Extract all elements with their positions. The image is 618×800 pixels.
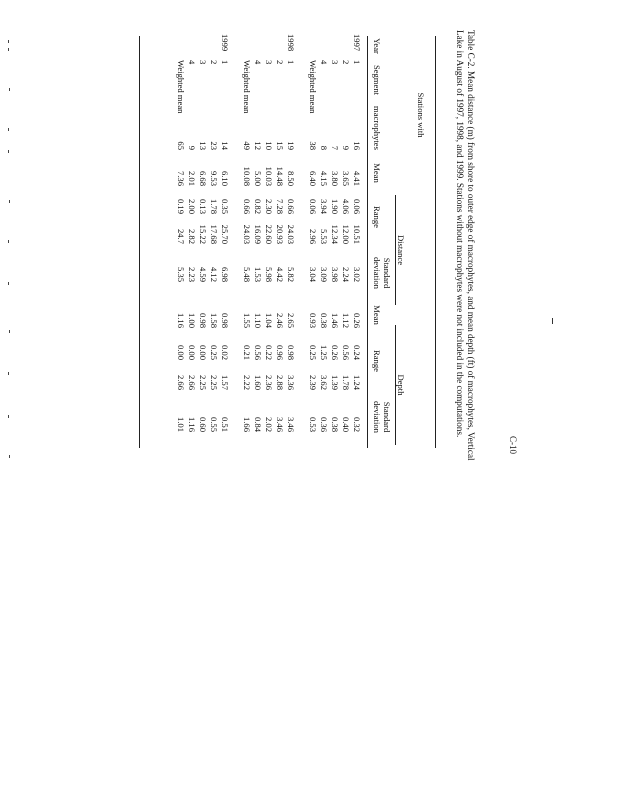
cell-p-range2: 1.57 <box>220 374 230 390</box>
cell-p-mean: 0.98 <box>198 312 208 328</box>
cell-p-range: 0.26 <box>330 344 340 360</box>
cell-d-range2: 12.00 <box>341 224 351 244</box>
cell-d-mean: 7.36 <box>176 170 186 186</box>
cell-d-range: 4.06 <box>341 198 351 214</box>
cell-stations: 14 <box>220 141 230 150</box>
cell-d-mean: 2.01 <box>187 170 197 186</box>
cell-d-mean: 4.41 <box>352 170 362 186</box>
cell-d-range2: 22.60 <box>264 224 274 244</box>
cell-p-mean: 0.93 <box>308 312 318 328</box>
cell-d-mean: 9.53 <box>209 170 219 186</box>
cell-p-sd: 0.32 <box>352 416 362 432</box>
cell-d-range2: 2.96 <box>308 228 318 244</box>
cell-p-mean: 1.04 <box>264 312 274 328</box>
cell-d-range2: 24.03 <box>242 224 252 244</box>
cell-segment: 3 <box>264 60 274 65</box>
cell-d-sd: 4.42 <box>275 266 285 282</box>
cell-p-sd: 1.66 <box>242 416 252 432</box>
cell-segment: 4 <box>187 60 197 65</box>
cell-stations: 12 <box>253 141 263 150</box>
cell-segment: 1 <box>220 60 230 65</box>
cell-segment: 4 <box>253 60 263 65</box>
stations-with-header: Stations with <box>416 92 426 138</box>
cell-stations: 9 <box>187 145 197 150</box>
cell-d-sd: 4.12 <box>209 266 219 282</box>
cell-stations: 49 <box>242 141 252 150</box>
cell-d-sd: 3.04 <box>308 266 318 282</box>
cell-d-sd: 3.02 <box>352 266 362 282</box>
cell-stations: 19 <box>286 141 296 150</box>
cell-p-mean: 1.46 <box>330 312 340 328</box>
cell-d-range: 1.90 <box>330 198 340 214</box>
cell-segment: 1 <box>286 60 296 65</box>
distance-range-header: Range <box>372 206 382 228</box>
cell-p-range: 0.25 <box>209 344 219 360</box>
cell-p-range: 0.21 <box>242 344 252 360</box>
cell-d-range2: 17.68 <box>209 224 219 244</box>
cell-segment: 2 <box>209 60 219 65</box>
cell-d-sd: 5.35 <box>176 266 186 282</box>
cell-p-range2: 2.66 <box>176 374 186 390</box>
cell-p-range: 0.98 <box>286 344 296 360</box>
cell-p-sd: 0.51 <box>220 416 230 432</box>
cell-segment: 2 <box>275 60 285 65</box>
cell-p-range2: 1.39 <box>330 374 340 390</box>
cell-d-range: 0.35 <box>220 198 230 214</box>
cell-d-sd: 2.24 <box>341 266 351 282</box>
cell-d-range2: 2.82 <box>187 228 197 244</box>
cell-p-range: 0.56 <box>253 344 263 360</box>
cell-p-sd: 1.16 <box>187 416 197 432</box>
cell-segment: 2 <box>341 60 351 65</box>
cell-d-mean: 6.68 <box>198 170 208 186</box>
cell-d-range: 3.94 <box>319 198 329 214</box>
macrophytes-header: macrophytes <box>372 106 382 150</box>
cell-d-range2: 16.09 <box>253 224 263 244</box>
cell-stations: 38 <box>308 141 318 150</box>
cell-p-sd: 0.53 <box>308 416 318 432</box>
distance-rule <box>395 195 396 305</box>
cell-p-mean: 0.26 <box>352 312 362 328</box>
depth-header: Depth <box>396 374 406 396</box>
cell-p-mean: 1.10 <box>253 312 263 328</box>
header-rule <box>367 36 368 448</box>
cell-d-sd: 5.48 <box>242 266 252 282</box>
cell-d-mean: 14.48 <box>275 166 285 186</box>
cell-segment: 1 <box>352 60 362 65</box>
cell-p-range: 0.25 <box>308 344 318 360</box>
cell-p-sd: 0.84 <box>253 416 263 432</box>
cell-p-mean: 1.58 <box>209 312 219 328</box>
cell-stations: 16 <box>352 141 362 150</box>
cell-p-range2: 2.25 <box>209 374 219 390</box>
top-rule <box>435 36 436 448</box>
distance-header: Distance <box>396 234 406 266</box>
cell-d-range2: 24.7 <box>176 228 186 244</box>
cell-segment: 4 <box>319 60 329 65</box>
cell-p-range2: 3.36 <box>286 374 296 390</box>
cell-d-range: 0.66 <box>242 198 252 214</box>
cell-p-sd: 0.60 <box>198 416 208 432</box>
cell-p-sd: 0.36 <box>319 416 329 432</box>
cell-d-sd: 3.98 <box>330 266 340 282</box>
cell-d-range: 1.78 <box>209 198 219 214</box>
cell-d-sd: 3.09 <box>319 266 329 282</box>
cell-d-mean: 5.00 <box>253 170 263 186</box>
cell-p-range2: 2.66 <box>187 374 197 390</box>
cell-p-mean: 2.65 <box>286 312 296 328</box>
cell-segment: Weighted mean <box>308 60 318 114</box>
bottom-rule <box>139 36 140 448</box>
cell-stations: 8 <box>319 145 329 150</box>
cell-d-sd: 2.23 <box>187 266 197 282</box>
cell-p-sd: 0.40 <box>341 416 351 432</box>
cell-p-range2: 3.62 <box>319 374 329 390</box>
cell-d-mean: 3.65 <box>341 170 351 186</box>
cell-p-sd: 0.38 <box>330 416 340 432</box>
cell-d-range: 0.13 <box>198 198 208 214</box>
cell-p-range2: 1.60 <box>253 374 263 390</box>
cell-p-mean: 0.98 <box>220 312 230 328</box>
cell-d-mean: 6.10 <box>220 170 230 186</box>
cell-p-range: 1.25 <box>319 344 329 360</box>
cell-d-range2: 20.93 <box>275 224 285 244</box>
cell-p-range2: 2.25 <box>198 374 208 390</box>
cell-stations: 23 <box>209 141 219 150</box>
cell-p-range2: 1.78 <box>341 374 351 390</box>
cell-stations: 65 <box>176 141 186 150</box>
cell-d-sd: 6.98 <box>220 266 230 282</box>
depth-sd-header: Standard deviation <box>372 401 392 433</box>
cell-segment: 3 <box>198 60 208 65</box>
cell-p-range: 0.00 <box>176 344 186 360</box>
cell-p-range: 0.00 <box>198 344 208 360</box>
depth-range-header: Range <box>372 350 382 372</box>
depth-mean-header: Mean <box>372 305 382 325</box>
cell-year: 1997 <box>352 34 362 52</box>
depth-rule <box>395 325 396 445</box>
cell-p-mean: 2.46 <box>275 312 285 328</box>
cell-p-mean: 1.12 <box>341 312 351 328</box>
cell-p-range2: 2.22 <box>242 374 252 390</box>
cell-stations: 15 <box>275 141 285 150</box>
cell-d-mean: 3.80 <box>330 170 340 186</box>
cell-p-sd: 3.46 <box>275 416 285 432</box>
cell-d-mean: 10.08 <box>242 166 252 186</box>
cell-d-sd: 5.82 <box>286 266 296 282</box>
cell-d-range: 0.66 <box>286 198 296 214</box>
cell-segment: Weighted mean <box>176 60 186 114</box>
cell-d-mean: 4.15 <box>319 170 329 186</box>
cell-year: 1999 <box>220 34 230 52</box>
cell-d-range2: 5.53 <box>319 228 329 244</box>
cell-d-range: 0.06 <box>352 198 362 214</box>
cell-d-range: 0.06 <box>308 198 318 214</box>
cell-p-range: 0.22 <box>264 344 274 360</box>
cell-d-range: 7.28 <box>275 198 285 214</box>
cell-p-range2: 2.36 <box>264 374 274 390</box>
cell-p-mean: 1.00 <box>187 312 197 328</box>
rotated-table-page <box>120 20 480 490</box>
table-caption: Table C-2. Mean distance (m) from shore to outer edge of macrophytes, and mean depth (ft) of macrophytes, Vertical Lake in August of 1997, 1998, and 1999. Stations without macrophytes were not included in the computations. <box>455 30 476 461</box>
cell-stations: 7 <box>330 145 340 150</box>
cell-d-range: 2.00 <box>187 198 197 214</box>
distance-mean-header: Mean <box>372 163 382 183</box>
cell-p-range2: 1.24 <box>352 374 362 390</box>
cell-p-sd: 2.02 <box>264 416 274 432</box>
cell-segment: 3 <box>330 60 340 65</box>
cell-p-range: 0.24 <box>352 344 362 360</box>
stray-mark <box>552 318 553 324</box>
cell-p-sd: 1.01 <box>176 416 186 432</box>
cell-d-sd: 5.98 <box>264 266 274 282</box>
cell-p-sd: 3.46 <box>286 416 296 432</box>
cell-stations: 9 <box>341 145 351 150</box>
cell-d-range: 0.19 <box>176 198 186 214</box>
cell-d-sd: 1.53 <box>253 266 263 282</box>
cell-d-mean: 10.03 <box>264 166 274 186</box>
segment-header: Segment <box>372 64 382 96</box>
cell-p-range: 0.56 <box>341 344 351 360</box>
cell-p-range2: 2.39 <box>308 374 318 390</box>
cell-p-mean: 1.55 <box>242 312 252 328</box>
cell-d-range2: 24.03 <box>286 224 296 244</box>
cell-d-range2: 12.34 <box>330 224 340 244</box>
year-header: Year <box>372 38 382 54</box>
cell-d-range2: 25.70 <box>220 224 230 244</box>
cell-stations: 10 <box>264 141 274 150</box>
cell-p-mean: 0.38 <box>319 312 329 328</box>
cell-p-range: 0.02 <box>220 344 230 360</box>
cell-d-mean: 6.40 <box>308 170 318 186</box>
cell-d-range2: 15.22 <box>198 224 208 244</box>
cell-d-mean: 8.50 <box>286 170 296 186</box>
cell-p-sd: 0.55 <box>209 416 219 432</box>
cell-d-range: 0.82 <box>253 198 263 214</box>
cell-p-range: 0.96 <box>275 344 285 360</box>
cell-year: 1998 <box>286 34 296 52</box>
page-number: C-10 <box>508 436 518 454</box>
cell-p-range: 0.00 <box>187 344 197 360</box>
cell-p-range2: 2.88 <box>275 374 285 390</box>
cell-p-mean: 1.16 <box>176 312 186 328</box>
cell-d-range2: 10.51 <box>352 224 362 244</box>
distance-sd-header: Standard deviation <box>372 257 392 289</box>
cell-stations: 13 <box>198 141 208 150</box>
cell-d-sd: 4.59 <box>198 266 208 282</box>
cell-segment: Weighted mean <box>242 60 252 114</box>
cell-d-range: 2.30 <box>264 198 274 214</box>
